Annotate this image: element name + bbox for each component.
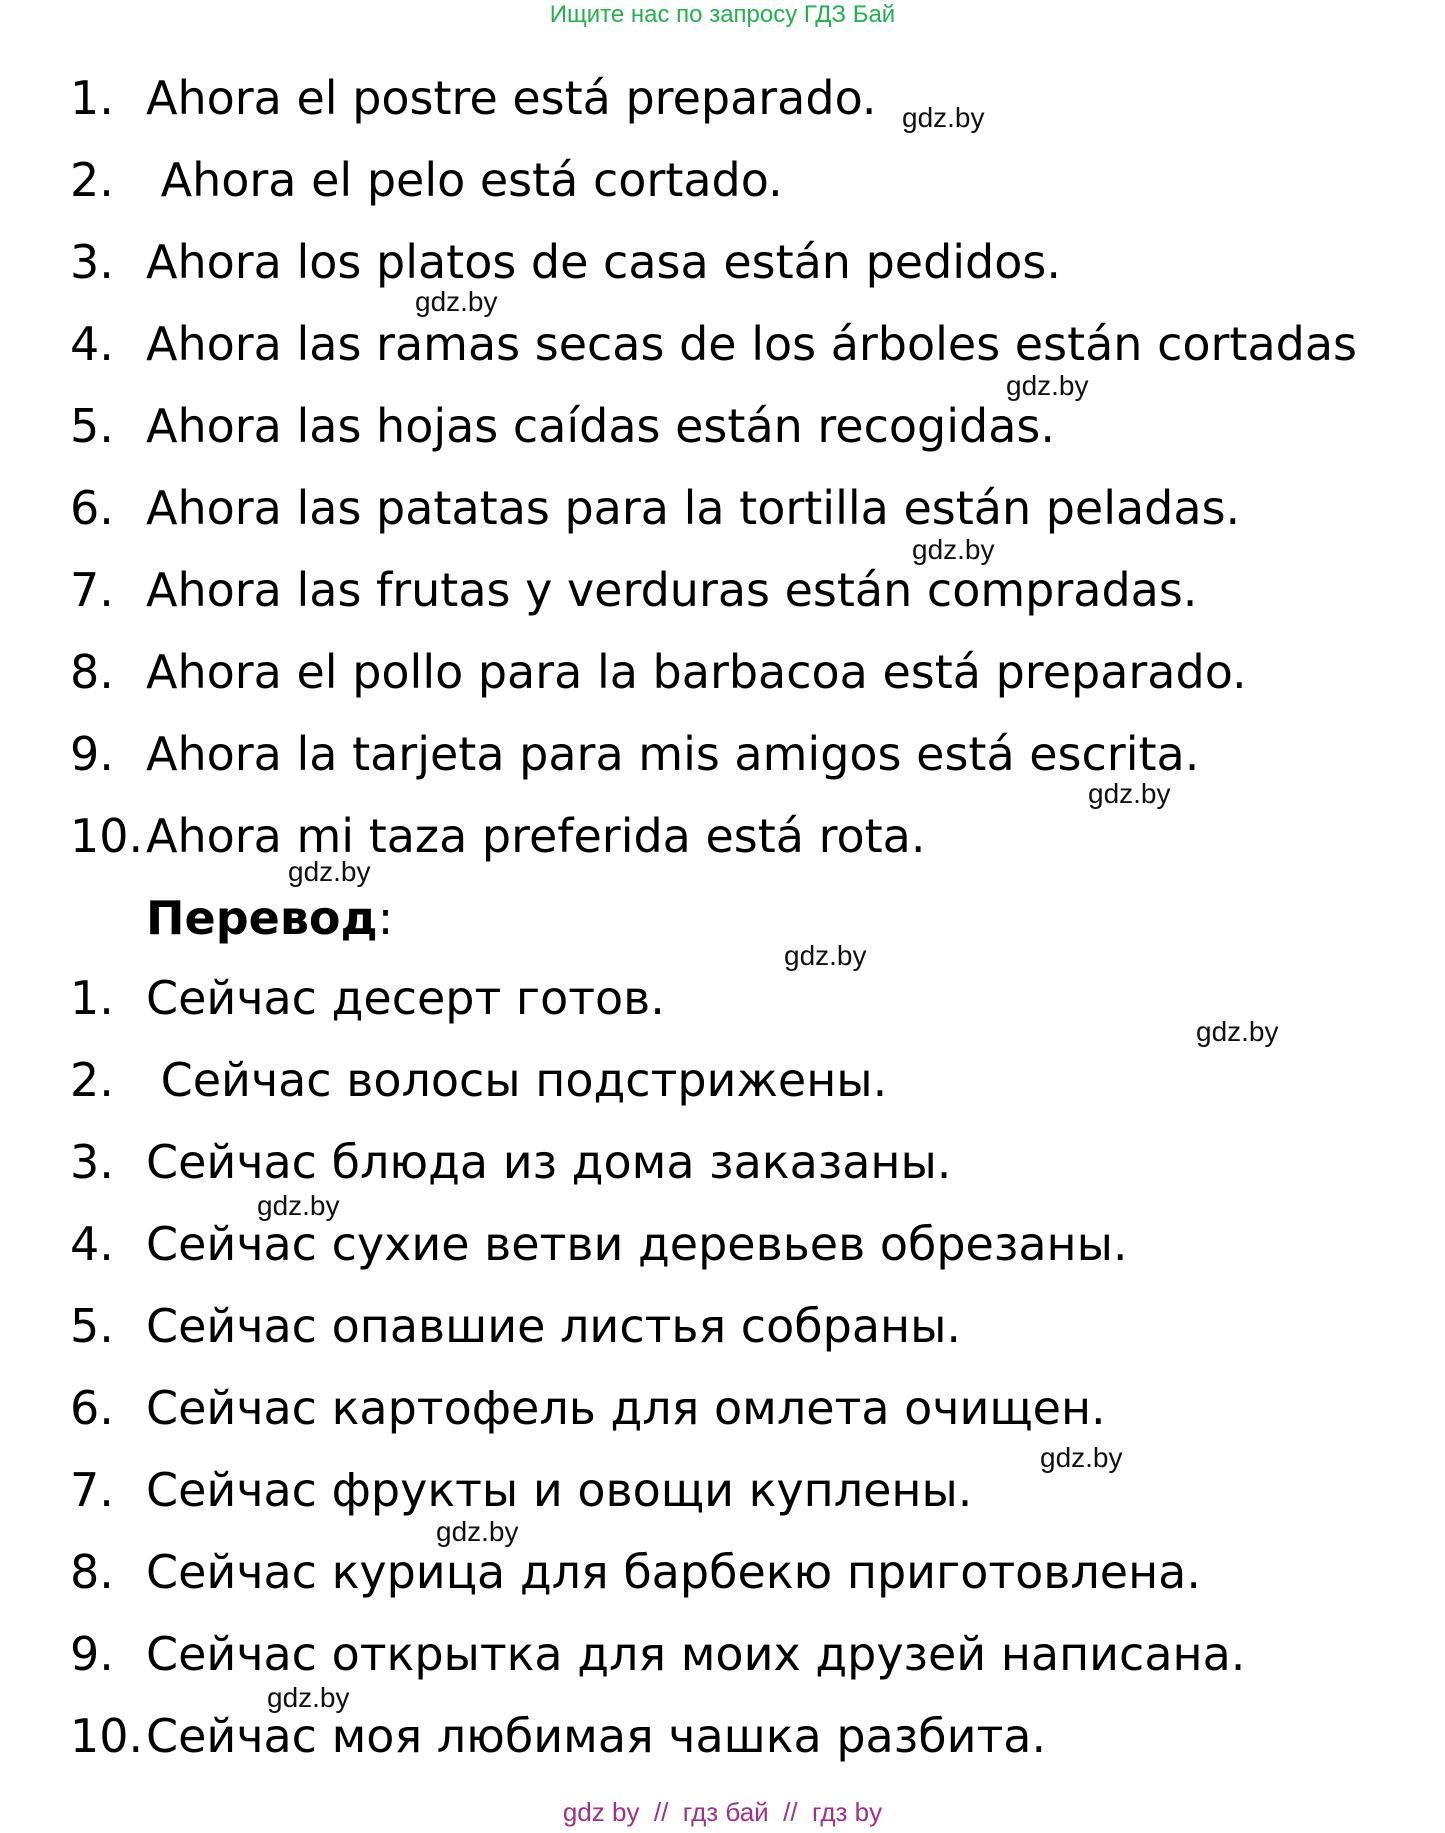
line-number: 2. xyxy=(70,153,114,207)
line-number: 9. xyxy=(70,727,114,781)
line-text: Ahora el pollo para la barbacoa está preparado. xyxy=(146,645,1247,699)
russian-line-1 xyxy=(70,968,665,1028)
line-text: Ahora las frutas y verduras están compradas. xyxy=(146,563,1198,617)
spanish-line-5 xyxy=(70,396,1055,456)
watermark: gdz.by xyxy=(1196,1016,1279,1047)
line-text: Сейчас фрукты и овощи куплены. xyxy=(146,1463,973,1517)
line-text: Ahora las patatas para la tortilla están peladas. xyxy=(146,481,1241,535)
line-text: Сейчас блюда из дома заказаны. xyxy=(146,1135,952,1189)
watermark: gdz.by xyxy=(257,1190,340,1221)
russian-line-2 xyxy=(70,1050,887,1110)
line-text: Ahora el postre está preparado. xyxy=(146,71,877,125)
line-text: Сейчас опавшие листья собраны. xyxy=(146,1299,962,1353)
line-number: 10. xyxy=(70,1709,144,1763)
top-banner: Ищите нас по запросу ГДЗ Бай xyxy=(549,1,896,28)
spanish-line-6 xyxy=(70,478,1240,538)
spanish-line-2 xyxy=(70,150,783,210)
line-number: 1. xyxy=(70,71,114,125)
russian-line-7 xyxy=(70,1460,972,1520)
line-text: Ahora la tarjeta para mis amigos está escrita. xyxy=(146,727,1200,781)
russian-line-9 xyxy=(70,1624,1245,1684)
line-text: Сейчас волосы подстрижены. xyxy=(146,1053,888,1107)
russian-line-3 xyxy=(70,1132,951,1192)
watermark: gdz.by xyxy=(288,856,371,887)
watermark: gdz.by xyxy=(784,940,867,971)
russian-line-4 xyxy=(70,1214,1128,1274)
line-number: 3. xyxy=(70,1135,114,1189)
line-number: 8. xyxy=(70,1545,114,1599)
heading-text: Перевод xyxy=(146,891,378,945)
line-number: 6. xyxy=(70,481,114,535)
russian-line-8 xyxy=(70,1542,1201,1602)
line-number: 5. xyxy=(70,399,114,453)
line-number: 1. xyxy=(70,971,114,1025)
watermark: gdz.by xyxy=(1040,1442,1123,1473)
russian-line-6 xyxy=(70,1378,1106,1438)
watermark: gdz.by xyxy=(267,1682,350,1713)
line-number: 4. xyxy=(70,317,114,371)
watermark: gdz.by xyxy=(436,1516,519,1547)
line-text: Ahora mi taza preferida está rota. xyxy=(146,809,926,863)
line-text: Ahora las hojas caídas están recogidas. xyxy=(146,399,1055,453)
line-number: 9. xyxy=(70,1627,114,1681)
watermark: gdz.by xyxy=(902,102,985,133)
watermark: gdz.by xyxy=(912,534,995,565)
watermark: gdz.by xyxy=(415,286,498,317)
line-text: Ahora las ramas secas de los árboles están cortadas xyxy=(146,317,1358,371)
russian-line-10 xyxy=(70,1706,1046,1766)
spanish-line-8 xyxy=(70,642,1247,702)
line-text: Сейчас десерт готов. xyxy=(146,971,665,1025)
translation-heading xyxy=(146,888,393,948)
spanish-line-4 xyxy=(70,314,1357,374)
spanish-line-3 xyxy=(70,232,1061,292)
line-text: Ahora los platos de casa están pedidos. xyxy=(146,235,1061,289)
line-text: Сейчас открытка для моих друзей написана. xyxy=(146,1627,1246,1681)
line-number: 4. xyxy=(70,1217,114,1271)
spanish-line-10 xyxy=(70,806,925,866)
watermark: gdz.by xyxy=(1006,370,1089,401)
footer: gdz by // гдз бай // гдз by xyxy=(562,1797,883,1827)
heading-colon: : xyxy=(377,891,394,945)
line-text: Сейчас моя любимая чашка разбита. xyxy=(146,1709,1047,1763)
line-number: 7. xyxy=(70,563,114,617)
line-number: 8. xyxy=(70,645,114,699)
line-number: 7. xyxy=(70,1463,114,1517)
line-text: Сейчас картофель для омлета очищен. xyxy=(146,1381,1106,1435)
watermark: gdz.by xyxy=(1088,778,1171,809)
line-number: 10. xyxy=(70,809,144,863)
line-number: 2. xyxy=(70,1053,114,1107)
line-text: Сейчас курица для барбекю приготовлена. xyxy=(146,1545,1201,1599)
spanish-line-1 xyxy=(70,68,877,128)
spanish-line-7 xyxy=(70,560,1197,620)
spanish-line-9 xyxy=(70,724,1199,784)
russian-line-5 xyxy=(70,1296,961,1356)
line-text: Ahora el pelo está cortado. xyxy=(146,153,783,207)
line-number: 5. xyxy=(70,1299,114,1353)
line-number: 3. xyxy=(70,235,114,289)
line-number: 6. xyxy=(70,1381,114,1435)
line-text: Сейчас сухие ветви деревьев обрезаны. xyxy=(146,1217,1128,1271)
